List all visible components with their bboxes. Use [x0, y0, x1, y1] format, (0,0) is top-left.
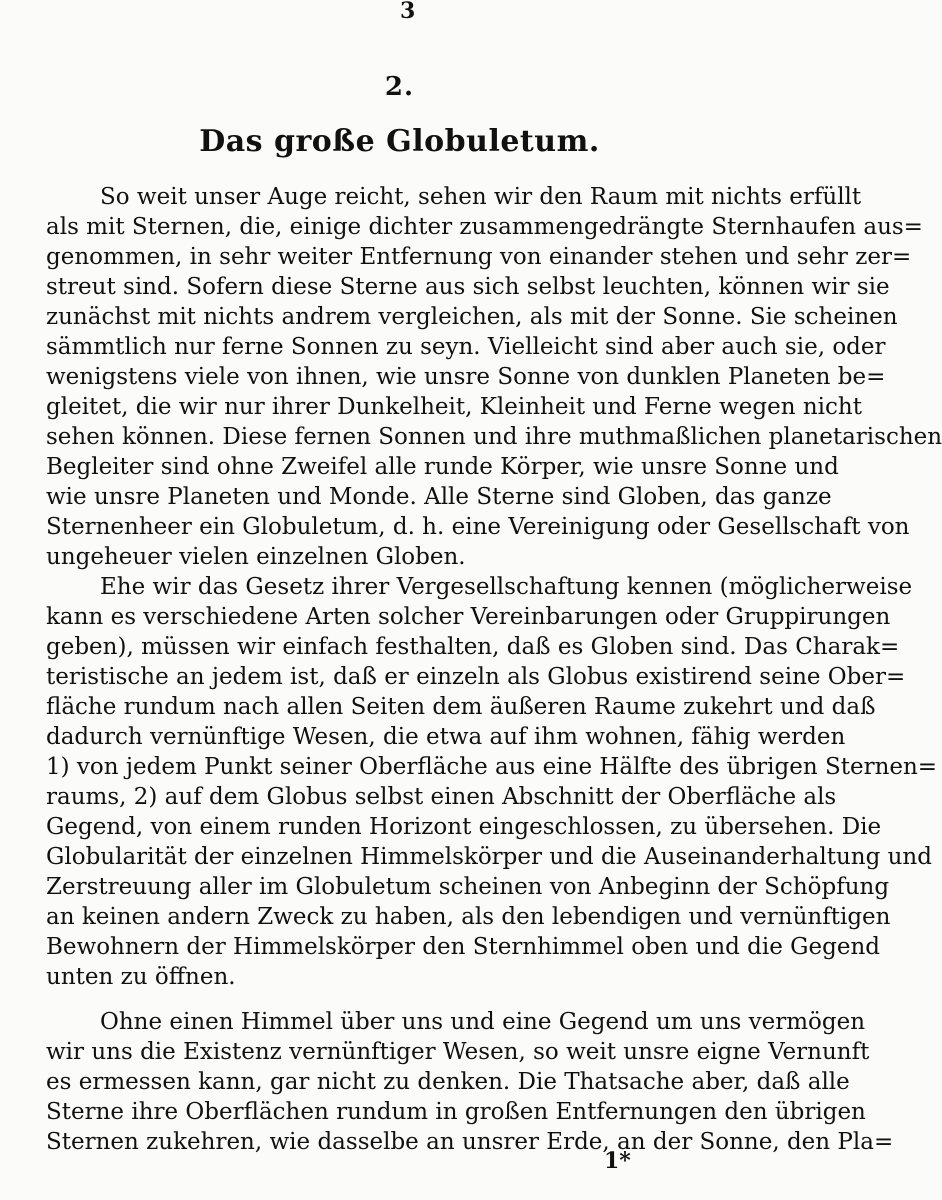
text-line: geben), müssen wir einfach festhalten, daß es Globen sind. Das Charak=	[46, 634, 900, 660]
text-line: Ohne einen Himmel über uns und eine Gegend um uns vermögen	[100, 1009, 866, 1035]
text-line: raums, 2) auf dem Globus selbst einen Abschnitt der Oberfläche als	[46, 784, 837, 810]
section-number: 2.	[384, 72, 415, 102]
text-line: wir uns die Existenz vernünftiger Wesen, so weit unsre eigne Vernunft	[46, 1039, 870, 1065]
text-line: Gegend, von einem runden Horizont eingeschlossen, zu übersehen. Die	[46, 814, 882, 840]
text-line: Sternenheer ein Globuletum, d. h. eine Vereinigung oder Gesellschaft von	[46, 514, 910, 540]
text-line: wie unsre Planeten und Monde. Alle Sterne sind Globen, das ganze	[46, 484, 832, 510]
text-line: So weit unser Auge reicht, sehen wir den Raum mit nichts erfüllt	[100, 184, 862, 210]
text-line: teristische an jedem ist, daß er einzeln als Globus existirend seine Ober=	[46, 664, 906, 690]
text-line: sehen können. Diese fernen Sonnen und ihre muthmaßlichen planetarischen	[46, 424, 942, 450]
text-line: Zerstreuung aller im Globuletum scheinen von Anbeginn der Schöpfung	[46, 874, 890, 900]
section-heading: Das große Globuletum.	[199, 124, 600, 159]
text-line: gleitet, die wir nur ihrer Dunkelheit, Kleinheit und Ferne wegen nicht	[46, 394, 862, 420]
text-line: zunächst mit nichts andrem vergleichen, als mit der Sonne. Sie scheinen	[46, 304, 898, 330]
text-line: streut sind. Sofern diese Sterne aus sich selbst leuchten, können wir sie	[46, 274, 890, 300]
text-line: es ermessen kann, gar nicht zu denken. Die Thatsache aber, daß alle	[46, 1069, 850, 1095]
text-line: sämmtlich nur ferne Sonnen zu seyn. Vielleicht sind aber auch sie, oder	[46, 334, 886, 360]
signature-mark: 1*	[604, 1148, 631, 1174]
text-line: Ehe wir das Gesetz ihrer Vergesellschaftung kennen (möglicherweise	[100, 574, 913, 600]
text-line: dadurch vernünftige Wesen, die etwa auf ihm wohnen, fähig werden	[46, 724, 846, 750]
text-line: fläche rundum nach allen Seiten dem äußeren Raume zukehrt und daß	[46, 694, 876, 720]
text-line: Bewohnern der Himmelskörper den Sternhimmel oben und die Gegend	[46, 934, 881, 960]
text-line: als mit Sternen, die, einige dichter zusammengedrängte Sternhaufen aus=	[46, 214, 923, 240]
text-line: Globularität der einzelnen Himmelskörper und die Auseinanderhaltung und	[46, 844, 932, 870]
text-line: wenigstens viele von ihnen, wie unsre Sonne von dunklen Planeten be=	[46, 364, 886, 390]
text-line: 1) von jedem Punkt seiner Oberfläche aus eine Hälfte des übrigen Sternen=	[46, 754, 938, 780]
text-line: an keinen andern Zweck zu haben, als den lebendigen und vernünftigen	[46, 904, 891, 930]
text-line: genommen, in sehr weiter Entfernung von einander stehen und sehr zer=	[46, 244, 912, 270]
text-line: Begleiter sind ohne Zweifel alle runde Körper, wie unsre Sonne und	[46, 454, 839, 480]
page-number: 3	[400, 0, 416, 24]
text-line: ungeheuer vielen einzelnen Globen.	[46, 544, 466, 570]
text-line: kann es verschiedene Arten solcher Vereinbarungen oder Gruppirungen	[46, 604, 891, 630]
text-line: Sternen zukehren, wie dasselbe an unsrer Erde, an der Sonne, den Pla=	[46, 1129, 894, 1155]
text-line: unten zu öffnen.	[46, 964, 236, 990]
text-line: Sterne ihre Oberflächen rundum in großen Entfernungen den übrigen	[46, 1099, 866, 1125]
